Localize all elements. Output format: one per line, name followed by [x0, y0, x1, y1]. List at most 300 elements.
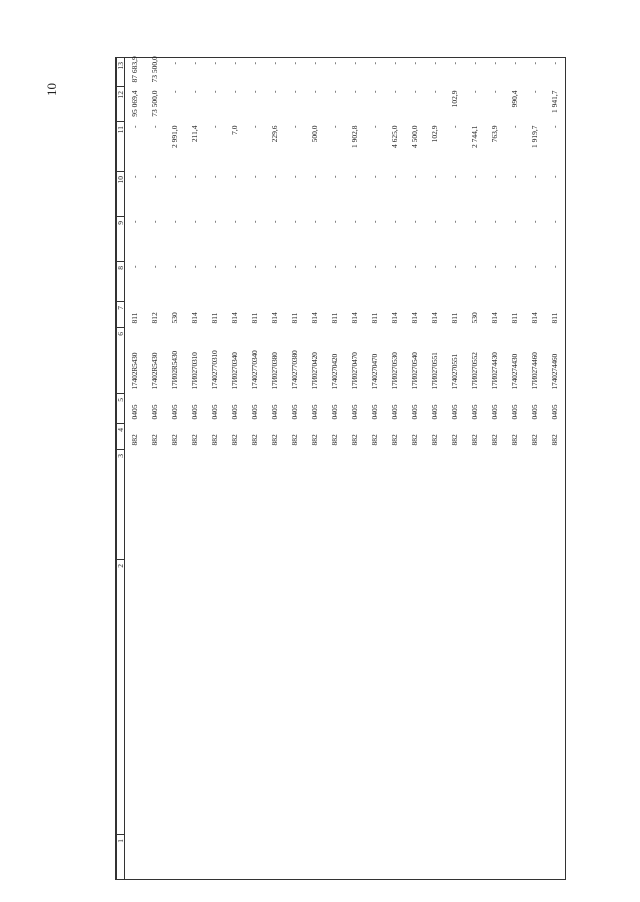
table-cell-col-1 — [405, 835, 425, 880]
table-row — [185, 58, 205, 880]
table-cell-col-13: - — [445, 58, 465, 87]
table-cell-col-10: - — [310, 175, 319, 178]
table-cell-col-2 — [305, 560, 325, 835]
table-cell-col-12: - — [210, 90, 219, 93]
table-cell-col-8: - — [370, 265, 379, 268]
table-cell-col-12: - — [370, 90, 379, 93]
table-cell-col-2 — [465, 560, 485, 835]
table-cell-col-4: 882 — [510, 434, 519, 446]
table-cell-col-4: 882 — [430, 434, 439, 446]
table-cell-col-6: 17И02R5430 — [170, 351, 179, 390]
table-cell-col-11: 1 902,8 — [350, 125, 359, 148]
table-row — [445, 58, 465, 880]
table-cell-col-11: 1 919,7 — [530, 125, 539, 148]
table-cell-col-7: 814 — [230, 312, 239, 324]
table-cell-col-13: - — [245, 58, 265, 87]
table-cell-col-2 — [225, 560, 245, 835]
table-cell-col-1 — [525, 835, 545, 880]
table-cell-col-1 — [325, 835, 345, 880]
table-cell-col-13: - — [305, 58, 325, 87]
table-cell-col-11: - — [330, 125, 339, 128]
table-cell-col-10: - — [510, 175, 519, 178]
table-cell-col-7: 814 — [490, 312, 499, 324]
table-cell-col-2 — [525, 560, 545, 835]
table-cell-col-12: 990,4 — [510, 90, 519, 108]
table-cell-col-7: 814 — [350, 312, 359, 324]
table-cell-col-5: 0405 — [390, 404, 399, 420]
table-cell-col-4: 882 — [310, 434, 319, 446]
table-cell-col-6: 1740270470 — [370, 353, 379, 390]
table-cell-col-4: 882 — [370, 434, 379, 446]
table-cell-col-3 — [445, 450, 465, 560]
table-cell-col-13: 87 683,9 — [125, 58, 146, 87]
table-cell-col-3 — [485, 450, 505, 560]
table-cell-col-2 — [265, 560, 285, 835]
table-cell-col-4: 882 — [230, 434, 239, 446]
table-cell-col-12: - — [530, 90, 539, 93]
table-cell-col-6: 17И0270551 — [430, 352, 439, 390]
table-cell-col-4: 882 — [490, 434, 499, 446]
table-cell-col-3 — [345, 450, 365, 560]
table-cell-col-2 — [545, 560, 566, 835]
table-cell-col-8: - — [390, 265, 399, 268]
table-cell-col-12: - — [270, 90, 279, 93]
table-cell-col-3 — [545, 450, 566, 560]
table-cell-col-2 — [425, 560, 445, 835]
table-cell-col-13: - — [485, 58, 505, 87]
table-cell-col-13: - — [545, 58, 566, 87]
table-cell-col-1 — [285, 835, 305, 880]
table-cell-col-6: 17И0274460 — [530, 352, 539, 390]
column-header-13: 13 — [116, 58, 125, 87]
table-cell-col-8: - — [350, 265, 359, 268]
table-cell-col-5: 0405 — [490, 404, 499, 420]
table-cell-col-12: - — [430, 90, 439, 93]
table-cell-col-10: - — [190, 175, 199, 178]
table-cell-col-11: - — [370, 125, 379, 128]
table-cell-col-7: 814 — [530, 312, 539, 324]
table-row — [265, 58, 285, 880]
table-cell-col-7: 811 — [370, 312, 379, 324]
table-cell-col-5: 0405 — [530, 404, 539, 420]
table-cell-col-5: 0405 — [230, 404, 239, 420]
table-cell-col-2 — [185, 560, 205, 835]
table-cell-col-7: 530 — [170, 312, 179, 324]
table-cell-col-1 — [465, 835, 485, 880]
table-header — [116, 58, 125, 880]
table-cell-col-12: 95 069,4 — [130, 90, 139, 117]
rotated-table-container — [115, 58, 558, 880]
table-cell-col-5: 0405 — [150, 404, 159, 420]
page-number: 10 — [44, 83, 59, 96]
table-cell-col-6: 1740270551 — [450, 353, 459, 390]
table-cell-col-1 — [225, 835, 245, 880]
column-header-1: 1 — [116, 835, 125, 880]
table-cell-col-8: - — [430, 265, 439, 268]
table-cell-col-5: 0405 — [290, 404, 299, 420]
table-cell-col-11: 2 744,1 — [470, 125, 479, 148]
table-cell-col-9: - — [530, 220, 539, 223]
table-cell-col-5: 0405 — [250, 404, 259, 420]
table-row — [485, 58, 505, 880]
table-cell-col-3 — [505, 450, 525, 560]
table-cell-col-2 — [205, 560, 225, 835]
table-cell-col-8: - — [290, 265, 299, 268]
table-cell-col-10: - — [270, 175, 279, 178]
table-cell-col-12: - — [490, 90, 499, 93]
table-cell-col-9: - — [150, 220, 159, 223]
table-cell-col-3 — [405, 450, 425, 560]
column-header-3: 3 — [116, 450, 125, 560]
table-cell-col-8: - — [210, 265, 219, 268]
table-cell-col-11: - — [130, 125, 139, 128]
table-cell-col-3 — [285, 450, 305, 560]
table-cell-col-1 — [385, 835, 405, 880]
table-cell-col-13: - — [425, 58, 445, 87]
table-cell-col-9: - — [510, 220, 519, 223]
table-cell-col-4: 882 — [470, 434, 479, 446]
table-cell-col-9: - — [545, 217, 566, 262]
table-cell-col-2 — [125, 560, 146, 835]
table-cell-col-13: - — [525, 58, 545, 87]
table-cell-col-10: - — [530, 175, 539, 178]
table-cell-col-8: - — [470, 265, 479, 268]
table-cell-col-4: 882 — [250, 434, 259, 446]
table-row — [225, 58, 245, 880]
table-cell-col-9: - — [370, 220, 379, 223]
table-cell-col-1 — [245, 835, 265, 880]
table-cell-col-3 — [245, 450, 265, 560]
table-cell-col-13: - — [185, 58, 205, 87]
table-cell-col-3 — [145, 450, 165, 560]
table-cell-col-1 — [205, 835, 225, 880]
table-cell-col-12: - — [230, 90, 239, 93]
table-cell-col-1 — [305, 835, 325, 880]
table-cell-col-10: - — [450, 175, 459, 178]
table-cell-col-7: 811 — [450, 312, 459, 324]
table-cell-col-1 — [125, 835, 146, 880]
table-cell-col-4: 882 — [170, 434, 179, 446]
table-cell-col-5: 0405 — [545, 394, 566, 424]
table-cell-col-5: 0405 — [370, 404, 379, 420]
table-cell-col-13: - — [465, 58, 485, 87]
table-cell-col-1 — [345, 835, 365, 880]
table-cell-col-12: - — [470, 90, 479, 93]
table-cell-col-2 — [325, 560, 345, 835]
table-cell-col-7: 814 — [430, 312, 439, 324]
table-cell-col-3 — [165, 450, 185, 560]
table-cell-col-5: 0405 — [210, 404, 219, 420]
table-cell-col-8: - — [545, 262, 566, 302]
table-cell-col-11: - — [150, 125, 159, 128]
table-cell-col-4: 882 — [290, 434, 299, 446]
table-cell-col-7: 811 — [210, 312, 219, 324]
table-cell-col-8: - — [310, 265, 319, 268]
table-cell-col-5: 0405 — [350, 404, 359, 420]
table-cell-col-7: 811 — [250, 312, 259, 324]
table-cell-col-4: 882 — [450, 434, 459, 446]
table-cell-col-4: 882 — [190, 434, 199, 446]
table-cell-col-9: - — [490, 220, 499, 223]
table-cell-col-10: - — [210, 175, 219, 178]
table-cell-col-4: 882 — [545, 424, 566, 450]
table-cell-col-7: 814 — [190, 312, 199, 324]
table-cell-col-10: - — [330, 175, 339, 178]
table-cell-col-1 — [425, 835, 445, 880]
table-cell-col-7: 811 — [330, 312, 339, 324]
column-header-11: 11 — [116, 122, 125, 172]
table-cell-col-9: - — [350, 220, 359, 223]
column-header-7: 7 — [116, 302, 125, 328]
table-cell-col-3 — [425, 450, 445, 560]
table-cell-col-9: - — [290, 220, 299, 223]
table-cell-col-10: - — [545, 172, 566, 217]
table-cell-col-5: 0405 — [190, 404, 199, 420]
table-cell-col-8: - — [170, 265, 179, 268]
table-row — [365, 58, 385, 880]
table-cell-col-3 — [185, 450, 205, 560]
table-cell-col-5: 0405 — [170, 404, 179, 420]
table-row — [405, 58, 425, 880]
table-cell-col-13: - — [365, 58, 385, 87]
table-cell-col-9: - — [310, 220, 319, 223]
table-cell-col-8: - — [530, 265, 539, 268]
table-cell-col-9: - — [210, 220, 219, 223]
table-cell-col-4: 882 — [210, 434, 219, 446]
table-cell-col-10: - — [250, 175, 259, 178]
table-cell-col-3 — [125, 450, 146, 560]
table-cell-col-10: - — [390, 175, 399, 178]
table-cell-col-5: 0405 — [430, 404, 439, 420]
table-cell-col-10: - — [230, 175, 239, 178]
table-cell-col-6: 1740274460 — [545, 328, 566, 394]
table-cell-col-7: 811 — [130, 312, 139, 324]
table-cell-col-10: - — [430, 175, 439, 178]
table-row — [385, 58, 405, 880]
table-cell-col-3 — [305, 450, 325, 560]
table-cell-col-10: - — [130, 175, 139, 178]
table-cell-col-13: - — [165, 58, 185, 87]
column-header-10: 10 — [116, 172, 125, 217]
table-cell-col-2 — [245, 560, 265, 835]
table-cell-col-12: 102,9 — [450, 90, 459, 108]
table-cell-col-12: 1 941,7 — [545, 87, 566, 122]
table-cell-col-2 — [505, 560, 525, 835]
table-cell-col-8: - — [410, 265, 419, 268]
column-header-2: 2 — [116, 560, 125, 835]
budget-table — [115, 57, 566, 880]
table-cell-col-6: 17И0270540 — [410, 352, 419, 390]
table-cell-col-13: - — [265, 58, 285, 87]
table-cell-col-3 — [225, 450, 245, 560]
table-cell-col-9: - — [330, 220, 339, 223]
column-header-6: 6 — [116, 328, 125, 394]
table-cell-col-12: - — [330, 90, 339, 93]
table-cell-col-6: 17И0270420 — [310, 352, 319, 390]
table-cell-col-6: 17И0270470 — [350, 352, 359, 390]
table-cell-col-11: 4 500,0 — [410, 125, 419, 148]
table-cell-col-2 — [145, 560, 165, 835]
table-row — [245, 58, 265, 880]
table-cell-col-7: 811 — [290, 312, 299, 324]
table-cell-col-7: 811 — [510, 312, 519, 324]
table-cell-col-2 — [445, 560, 465, 835]
table-cell-col-5: 0405 — [410, 404, 419, 420]
table-cell-col-6: 17И0270340 — [230, 352, 239, 390]
table-cell-col-4: 882 — [410, 434, 419, 446]
table-cell-col-1 — [505, 835, 525, 880]
table-cell-col-10: - — [470, 175, 479, 178]
table-cell-col-4: 882 — [350, 434, 359, 446]
table-cell-col-10: - — [350, 175, 359, 178]
table-cell-col-13: - — [285, 58, 305, 87]
table-cell-col-11: 102,9 — [430, 125, 439, 143]
table-cell-col-5: 0405 — [330, 404, 339, 420]
table-cell-col-2 — [485, 560, 505, 835]
table-row — [425, 58, 445, 880]
table-cell-col-4: 882 — [530, 434, 539, 446]
table-cell-col-2 — [405, 560, 425, 835]
column-header-12: 12 — [116, 87, 125, 122]
table-cell-col-11: - — [290, 125, 299, 128]
table-cell-col-10: - — [410, 175, 419, 178]
table-row — [345, 58, 365, 880]
table-cell-col-11: 763,9 — [490, 125, 499, 143]
table-cell-col-12: - — [250, 90, 259, 93]
table-cell-col-2 — [365, 560, 385, 835]
table-row — [465, 58, 485, 880]
table-cell-col-8: - — [190, 265, 199, 268]
table-row — [305, 58, 325, 880]
table-row — [145, 58, 165, 880]
table-cell-col-8: - — [230, 265, 239, 268]
table-cell-col-8: - — [150, 265, 159, 268]
table-cell-col-11: - — [210, 125, 219, 128]
table-cell-col-6: 17И0270380 — [270, 352, 279, 390]
table-cell-col-10: - — [490, 175, 499, 178]
table-cell-col-9: - — [230, 220, 239, 223]
table-cell-col-3 — [365, 450, 385, 560]
table-cell-col-5: 0405 — [130, 404, 139, 420]
table-cell-col-9: - — [470, 220, 479, 223]
table-cell-col-11: 229,6 — [270, 125, 279, 143]
table-row — [165, 58, 185, 880]
table-cell-col-13: - — [505, 58, 525, 87]
table-cell-col-3 — [265, 450, 285, 560]
table-cell-col-2 — [345, 560, 365, 835]
table-cell-col-8: - — [270, 265, 279, 268]
table-cell-col-9: - — [130, 220, 139, 223]
table-cell-col-4: 882 — [270, 434, 279, 446]
table-cell-col-8: - — [130, 265, 139, 268]
table-cell-col-4: 882 — [130, 434, 139, 446]
table-cell-col-7: 814 — [410, 312, 419, 324]
table-cell-col-8: - — [250, 265, 259, 268]
table-cell-col-1 — [165, 835, 185, 880]
table-cell-col-11: 211,4 — [190, 125, 199, 143]
table-cell-col-9: - — [250, 220, 259, 223]
table-cell-col-12: - — [390, 90, 399, 93]
table-cell-col-12: - — [410, 90, 419, 93]
table-cell-col-10: - — [170, 175, 179, 178]
table-cell-col-3 — [465, 450, 485, 560]
table-cell-col-13: - — [345, 58, 365, 87]
table-cell-col-5: 0405 — [510, 404, 519, 420]
table-cell-col-8: - — [450, 265, 459, 268]
table-cell-col-3 — [385, 450, 405, 560]
table-cell-col-13: - — [385, 58, 405, 87]
table-cell-col-13: 73 500,0 — [145, 58, 165, 87]
table-cell-col-12: - — [350, 90, 359, 93]
table-cell-col-9: - — [390, 220, 399, 223]
table-cell-col-3 — [325, 450, 345, 560]
table-cell-col-7: 814 — [270, 312, 279, 324]
table-cell-col-6: 17И0270552 — [470, 352, 479, 390]
table-cell-col-9: - — [270, 220, 279, 223]
table-cell-col-6: 17402R5430 — [130, 352, 139, 390]
table-cell-col-1 — [485, 835, 505, 880]
table-cell-col-12: - — [290, 90, 299, 93]
table-cell-col-9: - — [190, 220, 199, 223]
table-row — [505, 58, 525, 880]
table-cell-col-6: 17402R5430 — [150, 352, 159, 390]
table-cell-col-10: - — [370, 175, 379, 178]
table-cell-col-5: 0405 — [450, 404, 459, 420]
column-header-5: 5 — [116, 394, 125, 424]
table-cell-col-4: 882 — [390, 434, 399, 446]
table-cell-col-7: 811 — [545, 302, 566, 328]
table-cell-col-8: - — [330, 265, 339, 268]
table-row — [525, 58, 545, 880]
table-cell-col-13: - — [225, 58, 245, 87]
table-cell-col-2 — [285, 560, 305, 835]
table-cell-col-11: 500,0 — [310, 125, 319, 143]
table-cell-col-13: - — [325, 58, 345, 87]
table-cell-col-12: - — [190, 90, 199, 93]
table-cell-col-12: 73 500,0 — [150, 90, 159, 117]
table-cell-col-6: 1740274430 — [510, 353, 519, 390]
table-cell-col-6: 17402770380 — [290, 350, 299, 390]
table-cell-col-11: - — [545, 122, 566, 172]
table-cell-col-9: - — [410, 220, 419, 223]
table-cell-col-7: 814 — [390, 312, 399, 324]
table-cell-col-3 — [525, 450, 545, 560]
table-cell-col-4: 882 — [150, 434, 159, 446]
table-cell-col-11: 7,0 — [230, 125, 239, 135]
table-cell-col-11: - — [450, 125, 459, 128]
column-header-4: 4 — [116, 424, 125, 450]
table-cell-col-13: - — [205, 58, 225, 87]
table-cell-col-6: 17402770310 — [210, 350, 219, 390]
table-cell-col-7: 814 — [310, 312, 319, 324]
table-cell-col-10: - — [150, 175, 159, 178]
table-cell-col-12: - — [170, 90, 179, 93]
table-row — [125, 58, 146, 880]
table-cell-col-11: - — [250, 125, 259, 128]
table-cell-col-8: - — [510, 265, 519, 268]
table-cell-col-9: - — [450, 220, 459, 223]
table-cell-col-1 — [445, 835, 465, 880]
table-cell-col-2 — [165, 560, 185, 835]
table-cell-col-10: - — [290, 175, 299, 178]
table-row — [325, 58, 345, 880]
table-row — [285, 58, 305, 880]
table-cell-col-4: 882 — [330, 434, 339, 446]
table-cell-col-11: - — [510, 125, 519, 128]
table-cell-col-11: 4 625,0 — [390, 125, 399, 148]
table-row — [545, 58, 566, 880]
table-cell-col-9: - — [170, 220, 179, 223]
